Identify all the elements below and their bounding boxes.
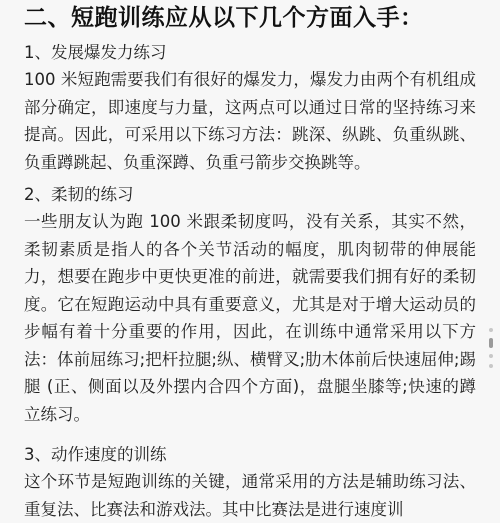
section-movement-speed bbox=[24, 442, 476, 523]
section-heading: 1、发展爆发力练习 bbox=[24, 43, 167, 62]
document-title: 二、短跑训练应从以下几个方面入手： bbox=[24, 5, 424, 31]
section-paragraph: 一些朋友认为跑 100 米跟柔韧度吗，没有关系，其实不然，柔韧素质是指人的各个关节活动的幅度，肌肉韧带的伸展能力，想要在跑步中更快更准的前进，就需要我们拥有好的柔韧度。它在短跑运动中具有重要意义，尤其是对于增大运动员的步幅有着十分重要的作用，因此，在训练中通常采用以下方法：体前屈练习;把杆拉腿;纵、横臂叉;肋木体前后快速屈伸;踢腿 (正、侧面以及外摆内合四个方面)，盘腿坐膝等;快速的蹲立练习。 bbox=[24, 212, 476, 424]
section-heading: 3、动作速度的训练 bbox=[24, 445, 167, 464]
section-paragraph: 这个环节是短跑训练的关键，通常采用的方法是辅助练习法、重复法、比赛法和游戏法。其中比赛法是进行速度训 bbox=[24, 472, 476, 519]
section-paragraph: 100 米短跑需要我们有很好的爆发力，爆发力由两个有机组成部分确定，即速度与力量，这两点可以通过日常的坚持练习来提高。因此，可采用以下练习方法：跳深、纵跳、负重纵跳、负重蹲跳起、负重深蹲、负重弓箭步交换跳等。 bbox=[24, 70, 476, 172]
section-heading: 2、柔韧的练习 bbox=[24, 185, 134, 204]
section-flexibility bbox=[24, 182, 476, 428]
scroll-dot-active bbox=[489, 338, 493, 348]
scroll-indicator[interactable] bbox=[488, 328, 494, 368]
scroll-dot bbox=[489, 364, 493, 368]
scroll-dot bbox=[489, 328, 493, 332]
section-explosive-power bbox=[24, 40, 476, 176]
scroll-dot bbox=[489, 354, 493, 358]
